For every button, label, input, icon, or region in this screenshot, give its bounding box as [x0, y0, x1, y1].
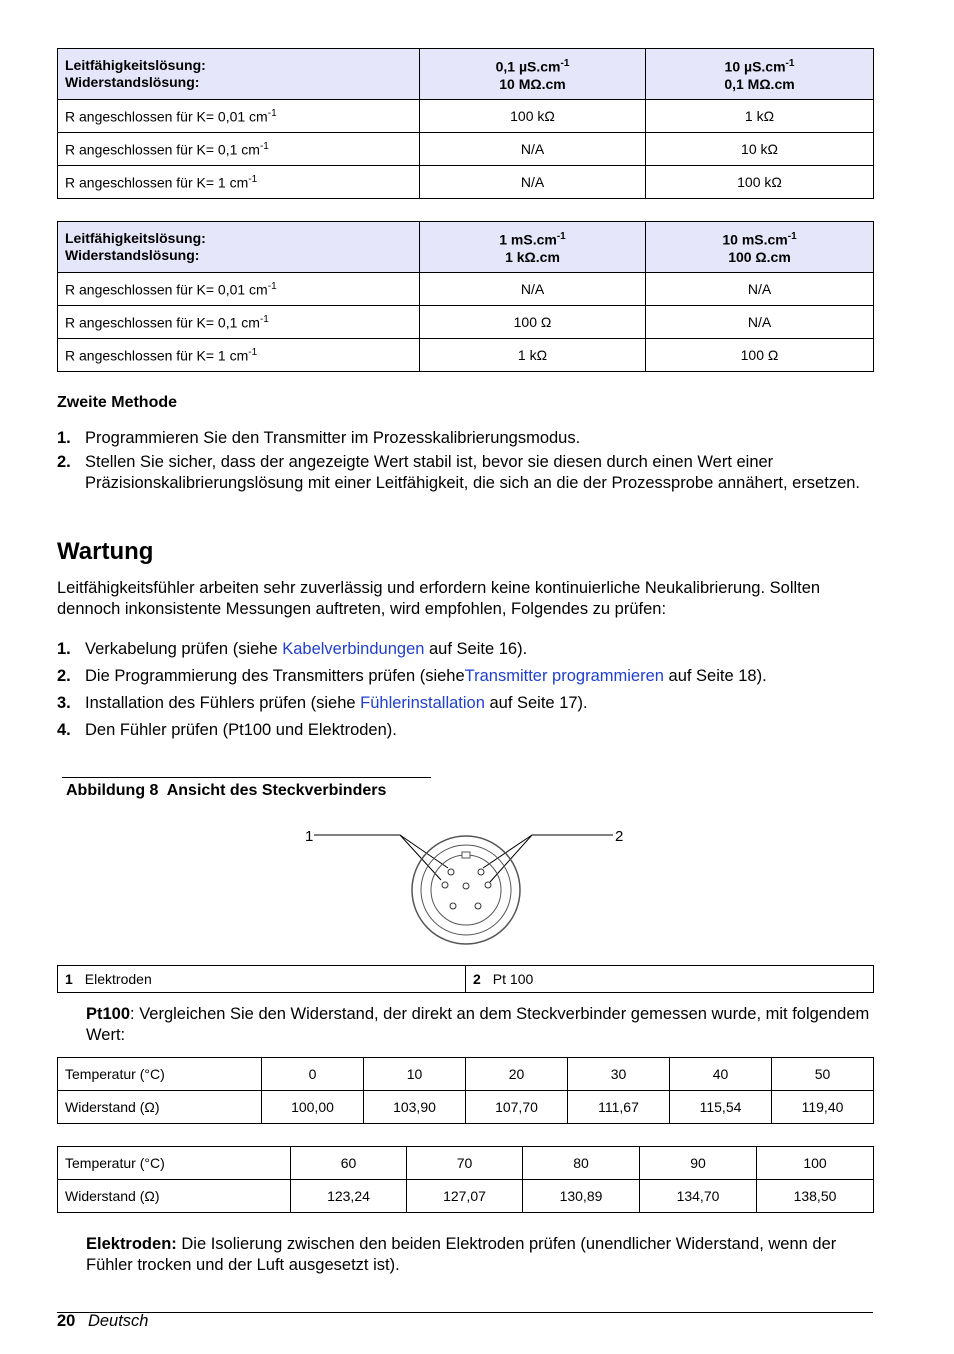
- list-item: 4. Den Fühler prüfen (Pt100 und Elektroden).: [57, 721, 397, 739]
- header-col-2: 10 $\mu S.cm^{-1}$ 0,1 MΩ.cm: [646, 49, 874, 100]
- legend-row: [58, 966, 874, 993]
- link-fuehlerinstallation[interactable]: Fühlerinstallation: [360, 694, 485, 712]
- method2-heading: Zweite Methode: [57, 394, 178, 411]
- table-row: Temperatur (°C) 0 10 20 30 40 50: [58, 1058, 874, 1091]
- table-row: Temperatur (°C) 60 70 80 90 100: [58, 1147, 874, 1180]
- legend-item-1: 1 Elektroden: [58, 966, 466, 993]
- pin-electrode-1: [448, 869, 454, 875]
- list-item: 2. Stellen Sie sicher, dass der angezeigte Wert stabil ist, bevor sie diesen durch einen Wert einer Präzisionskalibrierungslösung mit einer Leitfähigkeit, die sich an die der Prozessprobe annähert, ersetzen.: [57, 453, 861, 492]
- header-col-1: 1 $mS.cm^{-1}$ 1 kΩ.cm: [420, 222, 646, 273]
- connector-key: [462, 852, 470, 858]
- pt100-table-b: [57, 1146, 874, 1213]
- caption-rule: [62, 777, 431, 778]
- pin-pt100-1: [478, 869, 484, 875]
- wartung-steps: [57, 639, 873, 741]
- section-title: Wartung: [57, 538, 154, 565]
- elektroden-paragraph: Elektroden: Die Isolierung zwischen den beiden Elektroden prüfen (unendlicher Widerstand, wenn der Fühler trocken und der Luft ausgesetzt ist).: [86, 1235, 837, 1274]
- table-row: R angeschlossen für K= 0,01 $cm^{-1}$ N/A N/A: [58, 273, 874, 306]
- table-row: R angeschlossen für K= 0,01 $cm^{-1}$ 100 kΩ 1 kΩ: [58, 100, 874, 133]
- header-col-1: 0,1 $\mu S.cm^{-1}$ 10 MΩ.cm: [420, 49, 646, 100]
- wartung-intro: Leitfähigkeitsfühler arbeiten sehr zuverlässig und erfordern keine kontinuierliche Neukalibrierung. Sollten dennoch inkonsistente Messungen auftreten, wird empfohlen, Folgendes zu prüfen:: [57, 579, 821, 618]
- list-item: 1. Verkabelung prüfen (siehe Kabelverbindungen auf Seite 16).: [57, 640, 528, 658]
- connector-diagram: [300, 822, 630, 962]
- list-item: 1. Programmieren Sie den Transmitter im Prozesskalibrierungsmodus.: [57, 429, 581, 447]
- header-label-cell: Leitfähigkeitslösung: Widerstandslösung:: [58, 222, 420, 273]
- pin-electrode-2: [442, 882, 448, 888]
- table-row: R angeschlossen für K= 1 $cm^{-1}$ N/A 100 kΩ: [58, 166, 874, 199]
- pin-pt100-2: [485, 882, 491, 888]
- figure-caption: Abbildung 8 Ansicht des Steckverbinders: [66, 782, 387, 799]
- link-transmitter-programmieren[interactable]: Transmitter programmieren: [464, 667, 664, 685]
- header-col-2: 10 $mS.cm^{-1}$ 100 Ω.cm: [646, 222, 874, 273]
- table-row: R angeschlossen für K= 1 $cm^{-1}$ 1 kΩ 100 Ω: [58, 339, 874, 372]
- table-row: R angeschlossen für K= 0,1 $cm^{-1}$ N/A 10 kΩ: [58, 133, 874, 166]
- conductivity-table-1: [57, 48, 874, 199]
- table-header-row: [58, 222, 874, 273]
- footer-language: Deutsch: [87, 1312, 149, 1330]
- page-footer: [57, 1312, 148, 1331]
- figure-legend: [57, 965, 874, 993]
- table-header-row: [58, 49, 874, 100]
- footer-rule: [57, 1312, 873, 1313]
- connector-ring-3: [431, 855, 501, 925]
- pt100-paragraph: Pt100: Vergleichen Sie den Widerstand, der direkt an dem Steckverbinder gemessen wurde, mit folgendem Wert:: [86, 1005, 870, 1044]
- conductivity-table-2: [57, 221, 874, 372]
- method2-steps: [57, 428, 873, 494]
- list-item: 2. Die Programmierung des Transmitters prüfen (sieheTransmitter programmieren auf Seite 18).: [57, 667, 767, 685]
- pin-bottom-left: [450, 903, 456, 909]
- pt100-table-a: [57, 1057, 874, 1124]
- page-number: 20: [57, 1312, 76, 1330]
- table-row: Widerstand (Ω) 100,00 103,90 107,70 111,67 115,54 119,40: [58, 1091, 874, 1124]
- pin-center: [463, 883, 469, 889]
- list-item: 3. Installation des Fühlers prüfen (siehe Fühlerinstallation auf Seite 17).: [57, 694, 588, 712]
- table-row: Widerstand (Ω) 123,24 127,07 130,89 134,70 138,50: [58, 1180, 874, 1213]
- link-kabelverbindungen[interactable]: Kabelverbindungen: [282, 640, 425, 658]
- pin-bottom-right: [475, 903, 481, 909]
- callout-1: 1: [305, 828, 314, 845]
- header-label-cell: Leitfähigkeitslösung: Widerstandslösung:: [58, 49, 420, 100]
- legend-item-2: 2 Pt 100: [466, 966, 874, 993]
- table-row: R angeschlossen für K= 0,1 $cm^{-1}$ 100 Ω N/A: [58, 306, 874, 339]
- callout-2: 2: [615, 828, 624, 845]
- leader-line-1a: [400, 835, 448, 868]
